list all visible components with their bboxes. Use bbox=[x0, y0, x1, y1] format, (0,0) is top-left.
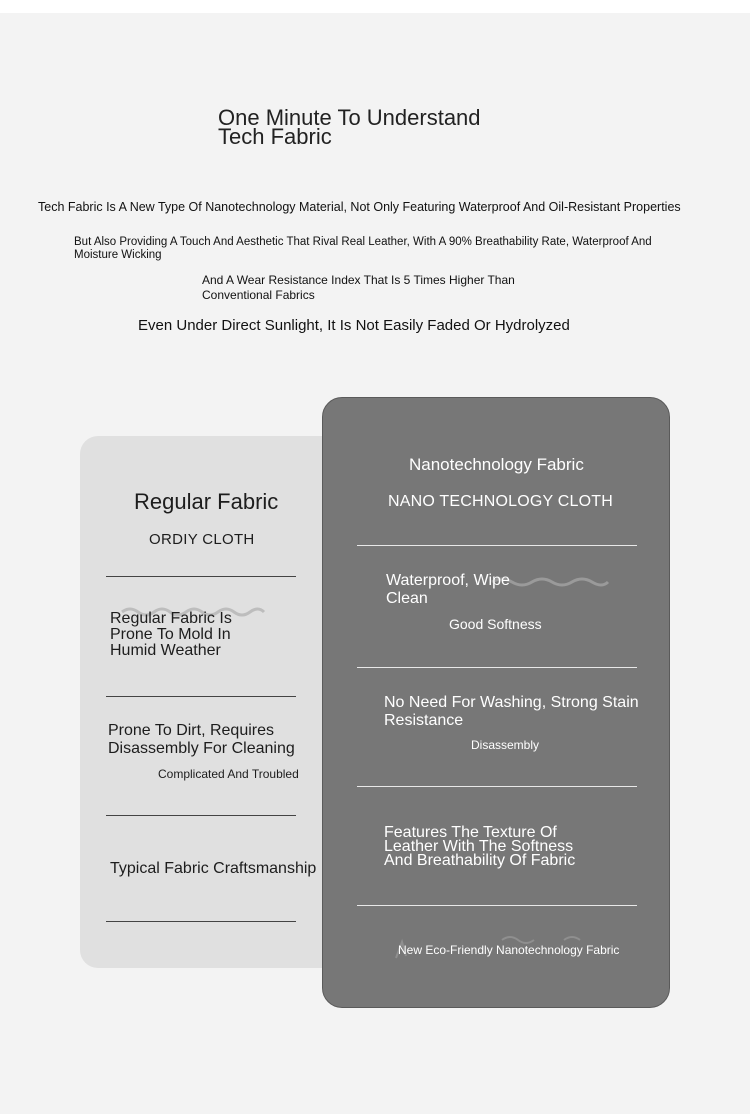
divider bbox=[106, 921, 296, 922]
nano-fabric-subtitle: NANO TECHNOLOGY CLOTH bbox=[388, 493, 613, 510]
nano-item-1: Waterproof, Wipe Clean bbox=[386, 572, 510, 607]
divider bbox=[106, 696, 296, 697]
divider bbox=[357, 905, 637, 906]
title-line-2: Tech Fabric bbox=[218, 124, 332, 149]
divider bbox=[357, 786, 637, 787]
nano-fabric-title: Nanotechnology Fabric bbox=[409, 455, 584, 474]
nano-item-1-sub: Good Softness bbox=[449, 616, 542, 632]
nano-item-4: New Eco-Friendly Nanotechnology Fabric bbox=[398, 943, 620, 957]
regular-item-2: Prone To Dirt, Requires Disassembly For Cleaning bbox=[108, 722, 295, 757]
regular-fabric-title: Regular Fabric bbox=[134, 489, 279, 514]
regular-fabric-subtitle: ORDIY CLOTH bbox=[149, 531, 255, 548]
regular-item-1: Regular Fabric Is Prone To Mold In Humid Weather bbox=[110, 610, 232, 659]
divider bbox=[357, 667, 637, 668]
regular-item-3: Typical Fabric Craftsmanship bbox=[110, 860, 317, 877]
page-title bbox=[218, 105, 548, 149]
intro-paragraph-2: But Also Providing A Touch And Aesthetic That Rival Real Leather, With A 90% Breathability Rate, Waterproof And Moisture Wicking bbox=[74, 236, 652, 261]
intro-paragraph-1: Tech Fabric Is A New Type Of Nanotechnology Material, Not Only Featuring Waterproof And Oil-Resistant Properties bbox=[38, 200, 681, 214]
regular-item-2-sub: Complicated And Troubled bbox=[158, 767, 299, 781]
nano-item-2-sub: Disassembly bbox=[471, 738, 540, 752]
divider bbox=[106, 815, 296, 816]
regular-fabric-card bbox=[80, 436, 340, 968]
title-line-1: One Minute To Understand bbox=[218, 105, 481, 130]
divider bbox=[106, 576, 296, 577]
top-bar bbox=[0, 0, 750, 13]
divider bbox=[357, 545, 637, 546]
nano-item-3: Features The Texture Of Leather With The Softness And Breathability Of Fabric bbox=[384, 824, 576, 869]
intro-paragraph-4: Even Under Direct Sunlight, It Is Not Easily Faded Or Hydrolyzed bbox=[138, 317, 570, 334]
nano-item-2: No Need For Washing, Strong Stain Resistance bbox=[384, 694, 639, 729]
intro-paragraph-3: And A Wear Resistance Index That Is 5 Times Higher Than Conventional Fabrics bbox=[202, 273, 515, 302]
